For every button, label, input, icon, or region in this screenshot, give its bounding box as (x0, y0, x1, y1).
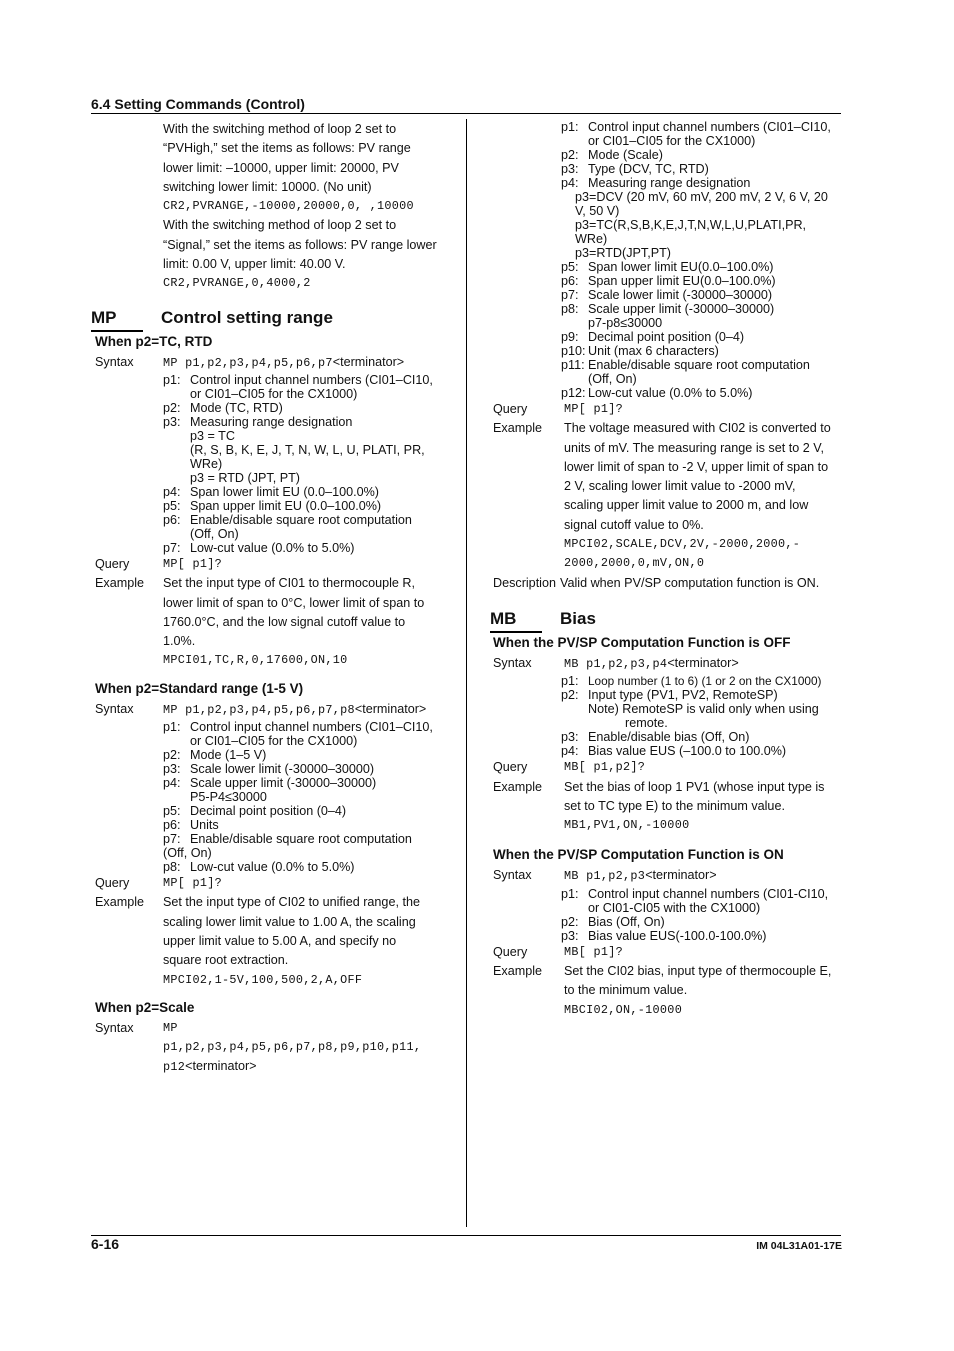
param-value: Enable/disable bias (Off, On) (588, 730, 750, 745)
param-key: p10: (561, 344, 586, 358)
mb-off-query (490, 758, 845, 777)
param-key: p5: (561, 260, 579, 274)
param-key: p3: (163, 762, 181, 777)
param-key: p4: (163, 776, 181, 791)
intro-line: limit: 0.00 V, upper limit: 40.00 V. (163, 257, 346, 272)
document-id: IM 04L31A01-17E (756, 1240, 842, 1252)
param-value: Decimal point position (0–4) (588, 330, 745, 344)
param-key: p12: (561, 386, 586, 400)
param-key: p3: (163, 414, 181, 429)
param-key: p2: (561, 688, 579, 703)
intro-code: CR2,PVRANGE,0,4000,2 (163, 276, 311, 291)
example-line: to the minimum value. (564, 983, 688, 998)
example-line: units of mV. The measuring range is set to 2 V, (564, 440, 824, 455)
param-value: Bias value EUS (–100.0 to 100.0%) (588, 744, 787, 759)
mb-on-params (490, 887, 845, 943)
param-value: Measuring range designation (588, 176, 751, 190)
mp-scale-params (490, 120, 845, 400)
example-line: upper limit value to 5.00 A, and specify no (163, 933, 397, 948)
syntax-terminator: <terminator> (645, 868, 717, 883)
param-value: Control input channel numbers (CI01–CI10, (190, 372, 433, 387)
param-value: Control input channel numbers (CI01–CI10, (588, 120, 831, 134)
right-column (490, 120, 845, 1020)
example-line: lower limit of span to -2 V, upper limit of span to (564, 459, 829, 474)
mb-off-heading: When the PV/SP Computation Function is OFF (493, 634, 791, 650)
syntax-label: Syntax (493, 868, 532, 883)
param-key: p1: (561, 674, 579, 689)
section-header: 6.4 Setting Commands (Control) (91, 96, 305, 112)
param-value: Span lower limit EU (0.0–100.0%) (190, 484, 379, 499)
param-key: p1: (163, 720, 181, 735)
param-value: Units (190, 818, 219, 833)
example-code: MPCI01,TC,R,0,17600,ON,10 (163, 653, 348, 668)
query-code: MP[ p1]? (163, 556, 223, 571)
param-value: Type (DCV, TC, RTD) (588, 162, 709, 176)
example-code: MPCI02,SCALE,DCV,2V,-2000,2000,- (564, 537, 801, 552)
example-code: MBCI02,ON,-10000 (564, 1002, 683, 1017)
mp-std-example (91, 893, 461, 989)
param-value: or CI01-CI05 with the CX1000) (588, 900, 761, 915)
page-number: 6-16 (91, 1236, 120, 1252)
param-value: Control input channel numbers (CI01-CI10, (588, 886, 829, 901)
example-label: Example (493, 964, 542, 979)
param-key: p9: (561, 330, 579, 344)
syntax-terminator: <terminator> (332, 354, 405, 369)
param-value: Measuring range designation (190, 414, 353, 429)
param-value: Bias (Off, On) (588, 914, 665, 929)
param-value: Scale upper limit (-30000–30000) (190, 776, 377, 791)
syntax-code: p12 (163, 1060, 186, 1075)
example-code: MB1,PV1,ON,-10000 (564, 818, 690, 833)
param-key: p2: (163, 748, 181, 763)
mb-off-example (490, 778, 845, 836)
mb-on-example (490, 962, 845, 1020)
syntax-terminator: <terminator> (667, 655, 739, 670)
param-key: p3: (561, 928, 579, 943)
header-rule (91, 113, 841, 114)
query-code: MB[ p1,p2]? (564, 760, 646, 775)
syntax-code: MP p1,p2,p3,p4,p5,p6,p7,p8 (163, 702, 355, 717)
param-note: Note) RemoteSP is valid only when using (588, 702, 819, 717)
param-value: Mode (1–5 V) (190, 748, 267, 763)
syntax-terminator: <terminator> (185, 1059, 257, 1074)
mp-scale-query (490, 400, 845, 419)
param-key: p8: (561, 302, 579, 316)
param-key: p2: (561, 914, 579, 929)
description-label: Description (493, 575, 556, 590)
param-key: p1: (561, 886, 579, 901)
param-key: p1: (163, 372, 181, 387)
param-key: p3: (561, 730, 579, 745)
param-value: Span lower limit EU(0.0–100.0%) (588, 260, 774, 274)
mp-tcrtd-example (91, 574, 461, 670)
syntax-label: Syntax (95, 701, 134, 716)
query-label: Query (95, 556, 130, 571)
param-key: p5: (163, 804, 181, 819)
mp-std-heading: When p2=Standard range (1-5 V) (95, 680, 304, 696)
intro-line: switching lower limit: 10000. (No unit) (163, 179, 372, 194)
example-label: Example (95, 895, 144, 910)
syntax-code: MB p1,p2,p3 (564, 869, 646, 884)
mp-scale-heading: When p2=Scale (95, 999, 195, 1015)
example-code: MPCI02,1-5V,100,500,2,A,OFF (163, 972, 363, 987)
param-key: p7: (163, 540, 181, 555)
mb-off-syntax (490, 654, 845, 674)
syntax-label: Syntax (493, 655, 532, 670)
example-line: 1760.0°C, and the low signal cutoff value to (163, 614, 406, 629)
mb-off-params (490, 674, 845, 758)
intro-code: CR2,PVRANGE,-10000,20000,0, ,10000 (163, 199, 414, 214)
mp-tcrtd-syntax (91, 353, 461, 373)
param-value: or CI01–CI05 for the CX1000) (190, 386, 358, 401)
mp-title: Control setting range (161, 307, 333, 327)
param-value: Bias value EUS(-100.0-100.0%) (588, 928, 767, 943)
query-label: Query (493, 944, 528, 959)
intro-line: With the switching method of loop 2 set to (163, 218, 397, 233)
example-label: Example (493, 421, 542, 436)
param-key: p4: (163, 484, 181, 499)
example-line: 2 V, scaling lower limit value to -2000 mV, (564, 479, 796, 494)
param-key: p4: (561, 744, 579, 759)
syntax-terminator: <terminator> (354, 701, 427, 716)
example-line: The voltage measured with CI02 is converted to (564, 421, 831, 436)
column-divider (466, 119, 467, 1227)
param-sub: V, 50 V) (575, 204, 620, 218)
param-key: p6: (163, 512, 181, 527)
param-value: Input type (PV1, PV2, RemoteSP) (588, 688, 778, 703)
param-sub: p3=TC(R,S,B,K,E,J,T,N,W,L,U,PLATI,PR, (575, 218, 807, 232)
param-key: p7: (163, 832, 181, 847)
mp-scale-example (490, 419, 845, 573)
intro-line: lower limit: –10000, upper limit: 20000, PV (163, 160, 399, 175)
footer-rule (91, 1235, 841, 1236)
param-value: Control input channel numbers (CI01–CI10, (190, 720, 433, 735)
example-line: Set the input type of CI01 to thermocouple R, (163, 576, 416, 591)
example-line: Set the input type of CI02 to unified range, the (163, 895, 420, 910)
param-value: (Off, On) (190, 526, 239, 541)
param-key: p2: (561, 148, 579, 162)
mb-code: MB (490, 609, 560, 629)
query-code: MB[ p1]? (564, 944, 624, 959)
query-code: MP[ p1]? (564, 402, 624, 416)
param-value: or CI01–CI05 for the CX1000) (588, 134, 756, 148)
mp-scale-syntax (91, 1019, 461, 1078)
param-value: Low-cut value (0.0% to 5.0%) (190, 540, 355, 555)
param-key: p7: (561, 288, 579, 302)
param-key: p1: (561, 120, 579, 134)
param-value: Enable/disable square root computation (190, 512, 412, 527)
param-value: (Off, On) (588, 372, 637, 386)
mb-title: Bias (560, 608, 596, 628)
param-value: (Off, On) (163, 846, 212, 861)
example-line: 1.0%. (163, 634, 196, 649)
param-key: p2: (163, 400, 181, 415)
example-line: Set the CI02 bias, input type of thermocouple E, (564, 964, 832, 979)
param-key: p6: (163, 818, 181, 833)
example-line: Set the bias of loop 1 PV1 (whose input type is (564, 779, 825, 794)
param-sub: p3 = RTD (JPT, PT) (190, 470, 300, 485)
param-sub: (R, S, B, K, E, J, T, N, W, L, U, PLATI, PR, (190, 442, 425, 457)
intro-block (91, 120, 461, 294)
param-value: Span upper limit EU (0.0–100.0%) (190, 498, 382, 513)
mp-section-heading (91, 308, 461, 328)
param-sub: WRe) (575, 232, 608, 246)
param-value: Decimal point position (0–4) (190, 804, 347, 819)
param-value: Scale upper limit (-30000–30000) (588, 302, 775, 316)
example-label: Example (493, 779, 542, 794)
query-label: Query (95, 876, 130, 891)
query-code: MP[ p1]? (163, 876, 223, 891)
param-key: p3: (561, 162, 579, 176)
param-key: p6: (561, 274, 579, 288)
param-sub: p3=RTD(JPT,PT) (575, 246, 671, 260)
example-line: lower limit of span to 0°C, lower limit of span to (163, 595, 425, 610)
syntax-code: MP p1,p2,p3,p4,p5,p6,p7 (163, 355, 333, 370)
example-line: scaling lower limit value to 1.00 A, the scaling (163, 914, 416, 929)
param-note: remote. (625, 716, 668, 731)
param-sub: p3 = TC (190, 428, 235, 443)
mp-tcrtd-heading: When p2=TC, RTD (95, 333, 213, 349)
param-value: Scale lower limit (-30000–30000) (190, 762, 375, 777)
param-sub: p3=DCV (20 mV, 60 mV, 200 mV, 2 V, 6 V, 20 (575, 190, 828, 204)
mp-tcrtd-query (91, 555, 461, 574)
param-value: Low-cut value (0.0% to 5.0%) (190, 860, 355, 875)
syntax-code: MP (163, 1020, 178, 1035)
intro-line: “PVHigh,” set the items as follows: PV range (163, 141, 411, 156)
syntax-label: Syntax (95, 1020, 134, 1035)
example-line: set to TC type E) to the minimum value. (564, 798, 785, 813)
mb-on-query (490, 943, 845, 962)
example-line: scaling upper limit value to 2000 m, and low (564, 498, 809, 513)
param-value: Mode (TC, RTD) (190, 400, 283, 415)
param-key: p5: (163, 498, 181, 513)
description-text: Valid when PV/SP computation function is ON. (560, 575, 820, 590)
syntax-code: MB p1,p2,p3,p4 (564, 656, 668, 671)
mp-tcrtd-params (91, 373, 461, 555)
syntax-label: Syntax (95, 354, 134, 369)
param-value: Mode (Scale) (588, 148, 663, 162)
left-column (91, 120, 461, 1078)
query-label: Query (493, 402, 528, 416)
mp-scale-description (490, 574, 845, 593)
example-line: signal cutoff value to 0%. (564, 517, 704, 532)
syntax-code: p1,p2,p3,p4,p5,p6,p7,p8,p9,p10,p11, (163, 1040, 422, 1055)
mp-std-params (91, 720, 461, 874)
param-value: Enable/disable square root computation (190, 832, 412, 847)
mp-std-query (91, 874, 461, 893)
param-value: or CI01–CI05 for the CX1000) (190, 734, 358, 749)
mb-on-syntax (490, 866, 845, 886)
example-line: square root extraction. (163, 953, 289, 968)
intro-line: “Signal,” set the items as follows: PV range lower (163, 237, 437, 252)
query-label: Query (493, 760, 528, 775)
param-value: Span upper limit EU(0.0–100.0%) (588, 274, 776, 288)
mb-on-heading: When the PV/SP Computation Function is ON (493, 847, 784, 863)
param-value: Low-cut value (0.0% to 5.0%) (588, 386, 753, 400)
mp-code: MP (91, 308, 161, 328)
mp-std-syntax (91, 700, 461, 720)
param-key: p11: (561, 358, 585, 372)
param-value: Loop number (1 to 6) (1 or 2 on the CX1000) (588, 674, 822, 689)
param-value: Enable/disable square root computation (588, 358, 810, 372)
param-key: p8: (163, 860, 181, 875)
param-value: p7-p8≤30000 (588, 316, 663, 330)
param-value: P5-P4≤30000 (190, 790, 267, 805)
intro-line: With the switching method of loop 2 set to (163, 122, 397, 136)
param-key: p4: (561, 176, 579, 190)
param-sub: WRe) (190, 456, 223, 471)
example-label: Example (95, 576, 144, 591)
example-code: 2000,2000,0,mV,ON,0 (564, 556, 705, 571)
mb-section-heading (490, 609, 845, 629)
param-value: Unit (max 6 characters) (588, 344, 719, 358)
param-value: Scale lower limit (-30000–30000) (588, 288, 773, 302)
